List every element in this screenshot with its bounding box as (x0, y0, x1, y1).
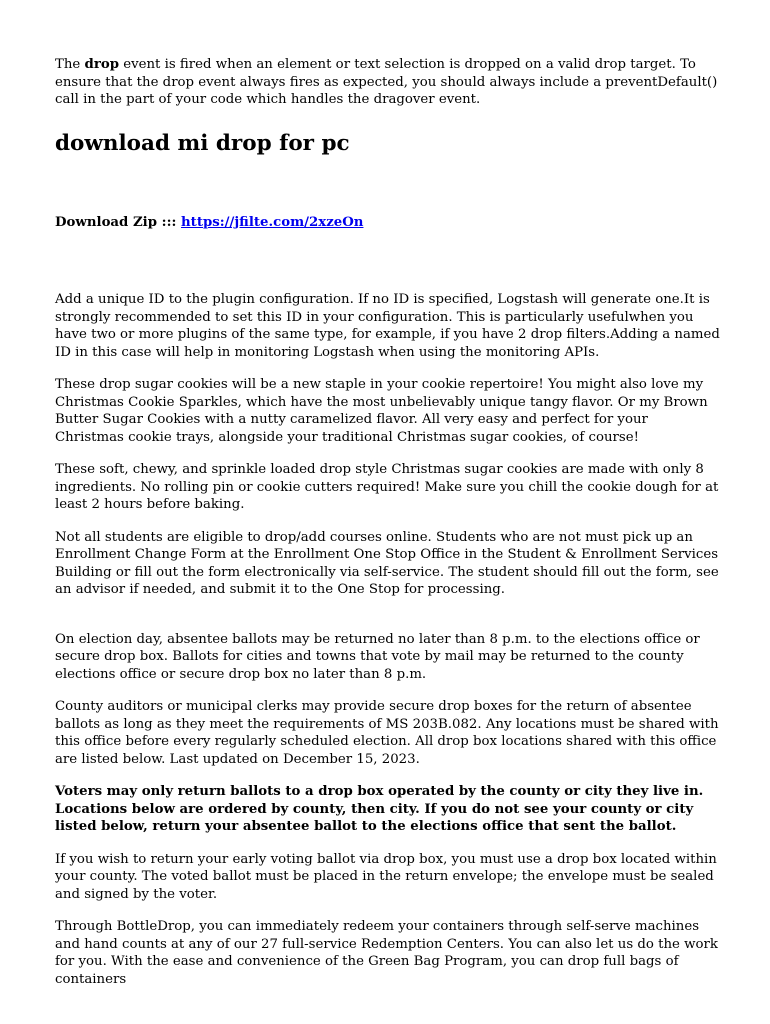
paragraph-voters-notice: Voters may only return ballots to a drop box operated by the county or city they live in. Locations below are ordered by county, then city. If you do not see your county or city listed below, return your absentee ballot to the elections office that sent the ballot. (55, 784, 704, 834)
paragraph-election-day: On election day, absentee ballots may be returned no later than 8 p.m. to the elections office or secure drop box. Ballots for cities and towns that vote by mail may be returned to the county elections office or secure drop box no later than 8 p.m. (55, 631, 700, 682)
intro-text-after: event is fired when an element or text selection is dropped on a valid drop target. To ensure that the drop event always fires as expected, you should always include a preventDefault() call in the part of your code which handles the dragover event. (55, 57, 718, 107)
document-page (55, 56, 720, 988)
intro-text-before: The (55, 57, 85, 72)
paragraph-bottledrop: Through BottleDrop, you can immediately redeem your containers through self-serve machines and hand counts at any of our 27 full-service Redemption Centers. You can also let us do the work for you. With the ease and convenience of the Green Bag Program, you can drop full bags of containers (55, 919, 718, 987)
page-title: download mi drop for pc (55, 130, 350, 156)
download-line (55, 214, 720, 232)
download-label: Download Zip ::: (55, 214, 182, 230)
paragraph-county-auditors: County auditors or municipal clerks may provide secure drop boxes for the return of absentee ballots as long as they meet the requirements of MS 203B.082. Any locations must be shared with this office before every regularly scheduled election. All drop box locations shared with this office are listed below. Last updated on December 15, 2023. (55, 699, 719, 767)
paragraph-logstash: Add a unique ID to the plugin configuration. If no ID is specified, Logstash will generate one.It is strongly recommended to set this ID in your configuration. This is particularly usefulwhen you have two or more plugins of the same type, for example, if you have 2 drop filters.Adding a named ID in this case will help in monitoring Logstash when using the monitoring APIs. (55, 292, 720, 360)
paragraph-sugar-cookies: These soft, chewy, and sprinkle loaded drop style Christmas sugar cookies are made with only 8 ingredients. No rolling pin or cookie cutters required! Make sure you chill the cookie dough for at least 2 hours before baking. (55, 462, 719, 512)
intro-bold-term: drop (84, 57, 120, 72)
intro-paragraph (55, 56, 720, 109)
paragraph-cookies: These drop sugar cookies will be a new staple in your cookie repertoire! You might also love my Christmas Cookie Sparkles, which have the most unbelievably unique tangy flavor. Or my Brown Butter Sugar Cookies with a nutty caramelized flavor. All very easy and perfect for your Christmas cookie trays, alongside your traditional Christmas sugar cookies, of course! (55, 377, 708, 445)
paragraph-early-voting: If you wish to return your early voting ballot via drop box, you must use a drop box located within your county. The voted ballot must be placed in the return envelope; the envelope must be sealed and signed by the voter. (55, 851, 717, 902)
download-link[interactable]: https://jfilte.com/2xzeOn (181, 214, 364, 230)
paragraph-students: Not all students are eligible to drop/add courses online. Students who are not must pick up an Enrollment Change Form at the Enrollment One Stop Office in the Student & Enrollment Services Building or fill out the form electronically via self-service. The student should fill out the form, see an advisor if needed, and submit it to the One Stop for processing. (55, 529, 719, 597)
